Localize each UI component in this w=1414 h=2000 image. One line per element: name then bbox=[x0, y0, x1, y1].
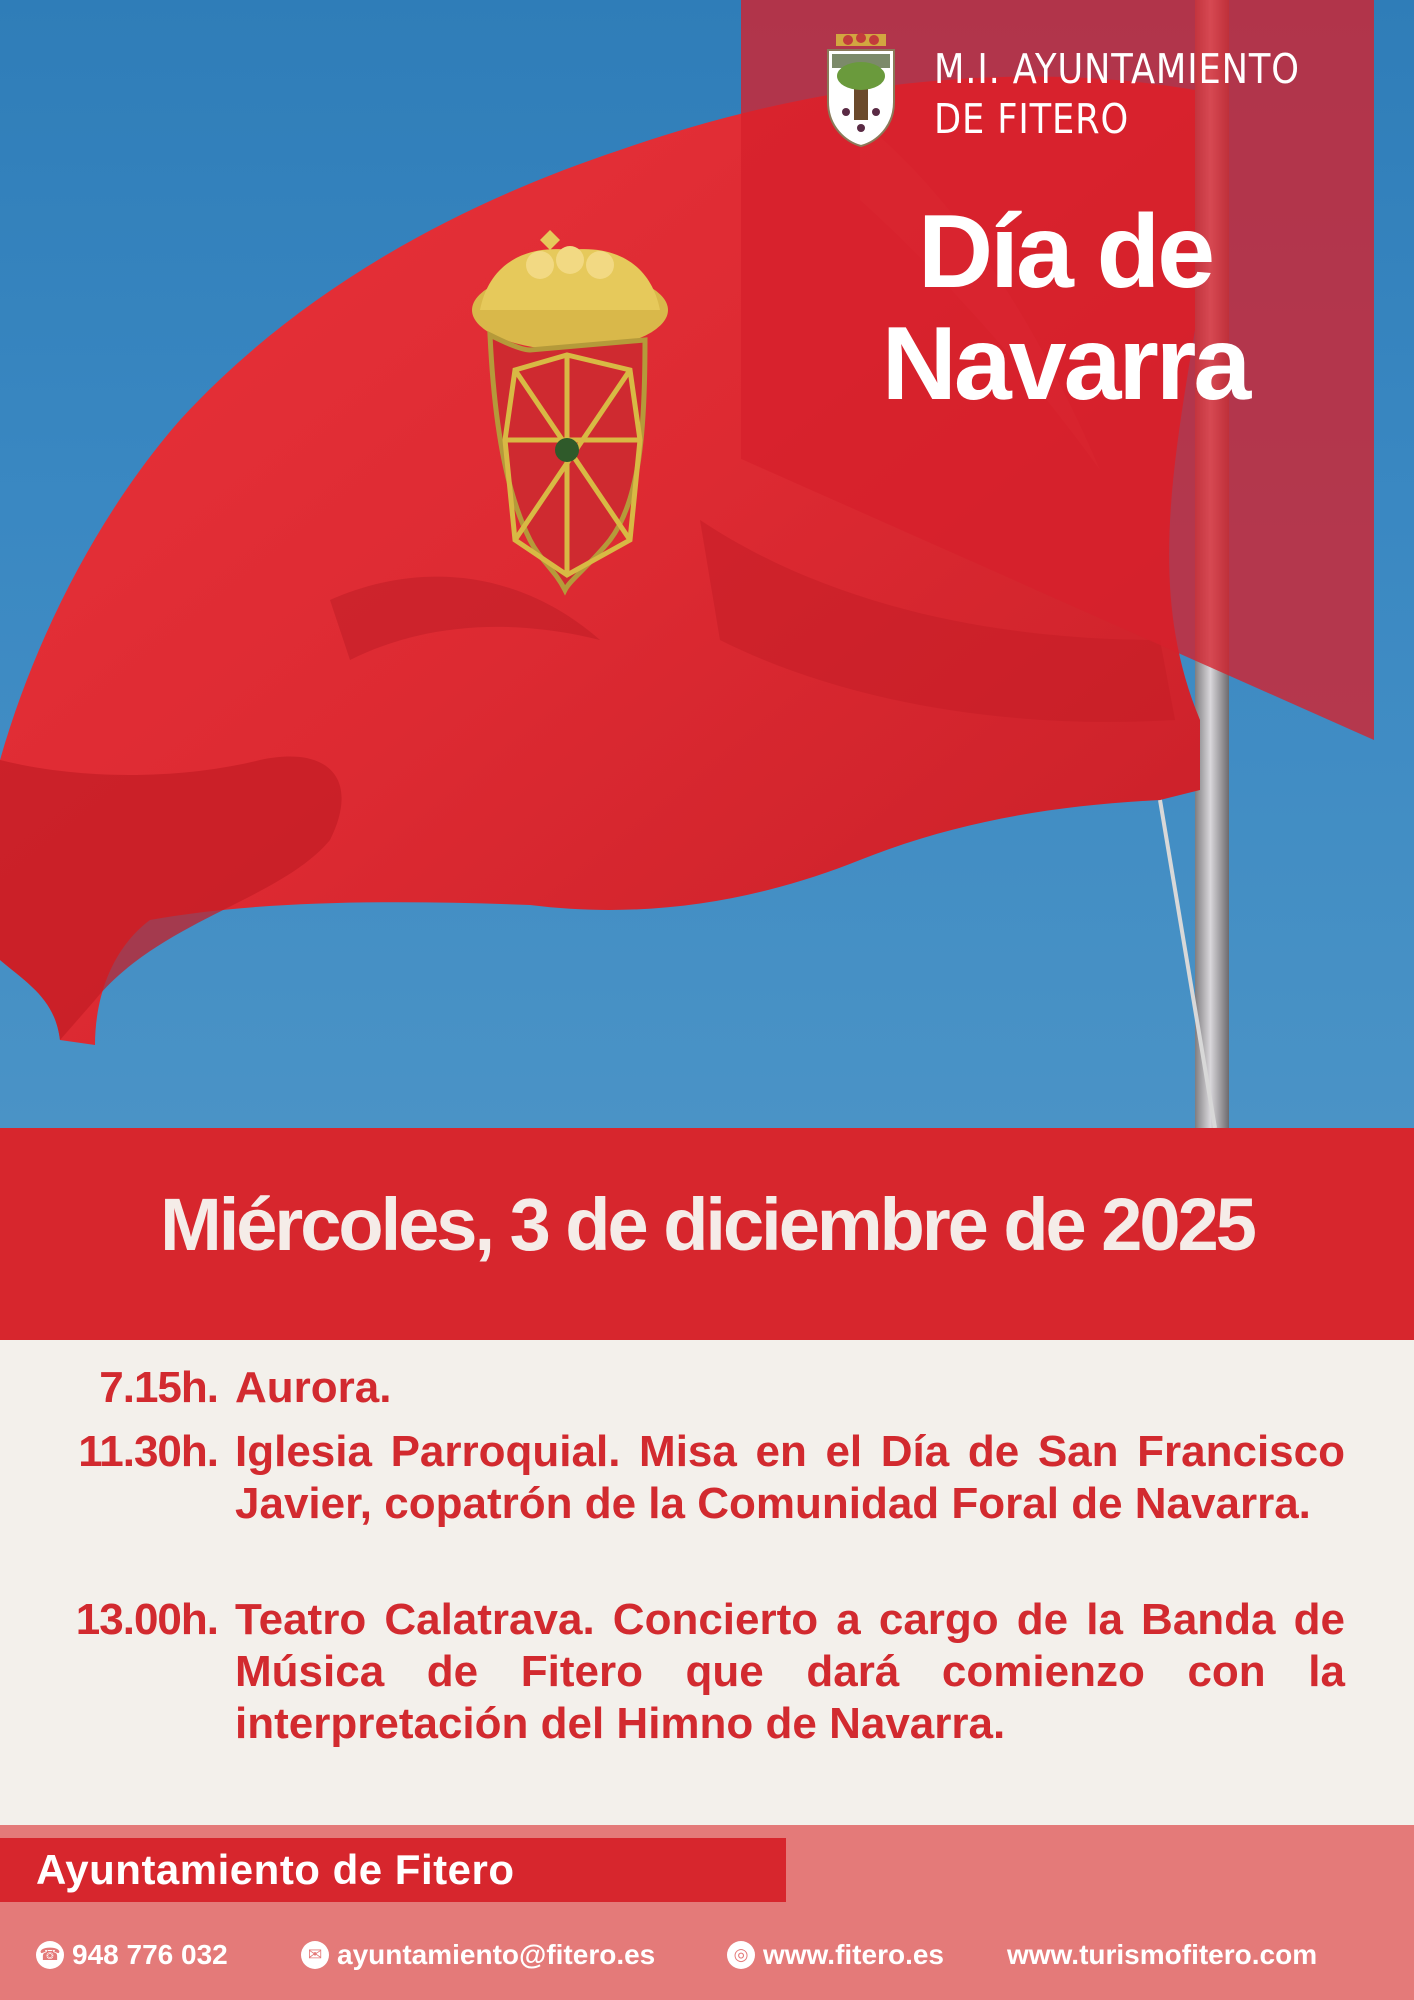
phone-icon: ☎ bbox=[36, 1941, 64, 1969]
envelope-icon: ✉ bbox=[301, 1941, 329, 1969]
phone-number[interactable]: 948 776 032 bbox=[72, 1939, 228, 1970]
globe-icon: ◎ bbox=[727, 1941, 755, 1969]
schedule-description: Teatro Calatrava. Concierto a cargo de la Banda de Música de Fitero que dará comienzo con la interpretación del Himno de Navarra. bbox=[235, 1595, 1345, 1748]
schedule-time: 11.30h. bbox=[78, 1427, 218, 1476]
contact-phone[interactable] bbox=[36, 1938, 228, 1972]
schedule-time: 13.00h. bbox=[75, 1595, 218, 1644]
schedule-time: 7.15h. bbox=[99, 1363, 218, 1412]
web-link[interactable]: www.fitero.es bbox=[763, 1939, 945, 1970]
tourism-web-link[interactable]: www.turismofitero.com bbox=[1007, 1939, 1318, 1970]
contact-email[interactable] bbox=[301, 1938, 655, 1972]
contact-tourism-web[interactable] bbox=[1007, 1938, 1317, 1972]
event-title bbox=[800, 196, 1330, 420]
event-title-line-2: Navarra bbox=[881, 306, 1249, 422]
schedule-description: Iglesia Parroquial. Misa en el Día de San Francisco Javier, copatrón de la Comunidad Foral de Navarra. bbox=[235, 1427, 1345, 1528]
email-link[interactable]: ayuntamiento@fitero.es bbox=[337, 1939, 656, 1970]
event-date: Miércoles, 3 de diciembre de 2025 bbox=[160, 1183, 1254, 1266]
organization-name bbox=[934, 44, 1300, 144]
schedule-description: Aurora. bbox=[235, 1363, 392, 1412]
event-title-line-1: Día de bbox=[917, 194, 1213, 310]
contact-web[interactable] bbox=[727, 1938, 944, 1972]
fitero-crest-icon bbox=[824, 32, 898, 148]
org-name-line-2: DE FITERO bbox=[934, 95, 1130, 143]
footer-organization-name: Ayuntamiento de Fitero bbox=[36, 1846, 515, 1893]
org-name-line-1: M.I. AYUNTAMIENTO bbox=[934, 45, 1300, 93]
